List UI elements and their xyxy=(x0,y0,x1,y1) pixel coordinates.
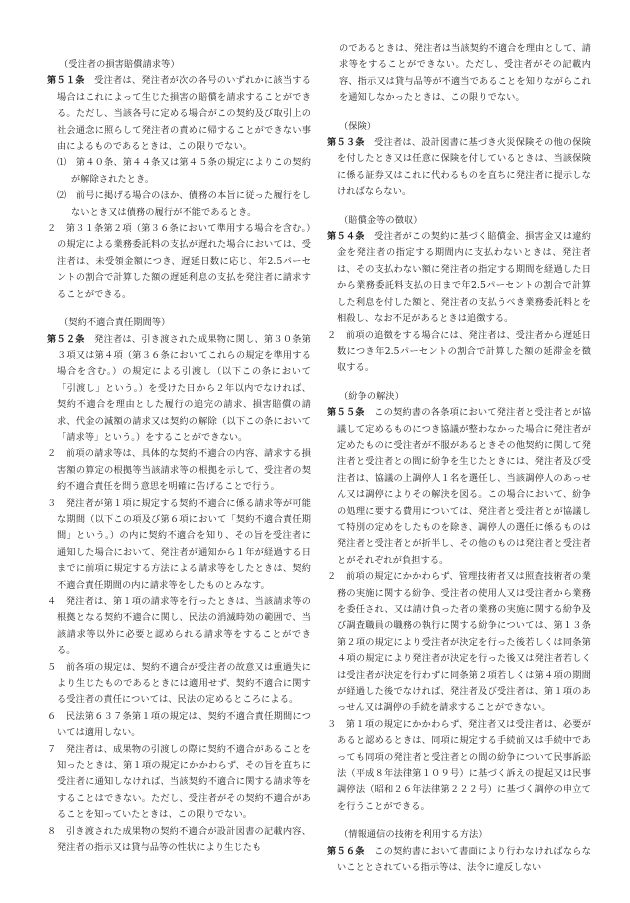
article-51-item-2: ⑵ 前号に掲げる場合のほか、債務の本旨に従った履行をしないとき又は債務の履行が不能であるとき。 xyxy=(57,190,311,218)
article-53-text: 受注者は、設計図書に基づき火災保険その他の保険を付したとき又は任意に保険を付しているときは、当該保険に係る証券又はこれに代わるものを直ちに発注者に提示しなければならない。 xyxy=(337,137,591,198)
article-56-heading: （情報通信の技術を利用する方法） xyxy=(339,829,488,841)
article-55-number: 第５５条 xyxy=(327,407,365,419)
article-54-number: 第５４条 xyxy=(327,231,365,243)
right-column xyxy=(327,41,591,877)
article-56-text: この契約書において書面により行わなければならないこととされている指示等は、法令に違反しない xyxy=(337,845,591,874)
article-51-text: 受注者は、発注者が次の各号のいずれかに該当する場合はこれによって生じた損害の賠償を請求することができる。ただし、当該各号に定める場合がこの契約及び取引上の社会通念に照らして発注者の責めに帰することができない事由によるものであるときは、この限りでない。 xyxy=(57,75,311,153)
article-55-paragraph-2: ２ 前項の規定にかかわらず、管理技術者又は照査技術者の業務の実施に関する紛争、受注者の使用人又は受注者から業務を委任され、又は請け負った者の業務の実施に関する紛争及び調査職員の職務の執行に関する紛争については、第１３条第２項の規定により受注者が決定を行った後若しくは同条第４項の規定により発注者が決定を行った後又は発注者若しくは受注者が決定を行わずに同条第２項若しくは第４項の期間が経過した後でなければ、発注者及び受注者は、第１項のあっせん又は調停の手続を請求することができない。 xyxy=(327,571,591,714)
article-51 xyxy=(47,73,311,155)
article-52-paragraph-2: ２ 前項の請求等は、具体的な契約不適合の内容、請求する損害額の算定の根拠等当該請求等の根拠を示して、受注者の契約不適合責任を問う意思を明確に告げることで行う。 xyxy=(47,448,311,493)
article-54-heading: （賠償金等の徴収） xyxy=(339,214,423,226)
article-55-heading: （紛争の解決） xyxy=(339,390,405,402)
article-54 xyxy=(327,229,591,327)
article-52-text: 発注者は、引き渡された成果物に関し、第３０条第３項又は第４項（第３６条においてこれらの規定を準用する場合を含む。）の規定による引渡し（以下この条において「引渡し」という。）を受けた日から２年以内でなければ、契約不適合を理由とした履行の追完の請求、損害賠償の請求、代金の減額の請求又は契約の解除（以下この条において「請求等」という。）をすることができない。 xyxy=(57,333,311,443)
article-53-number: 第５３条 xyxy=(327,137,365,149)
article-55 xyxy=(327,405,591,569)
article-56-number: 第５６条 xyxy=(327,845,365,857)
article-56 xyxy=(327,844,591,877)
article-54-text: 受注者がこの契約に基づく賠償金、損害金又は違約金を発注者の指定する期間内に支払わないときは、発注者は、その支払わない額に発注者の指定する期間を経過した日から業務委託料支払の日まで年2.5パーセントの割合で計算した利息を付した額と、発注者の支払うべき業務委託料とを相殺し、なお不足があるときは追徴する。 xyxy=(337,231,591,325)
article-53-heading: （保険） xyxy=(339,120,377,132)
article-54-paragraph-2: ２ 前項の追徴をする場合には、発注者は、受注者から遅延日数につき年2.5パーセントの割合で計算した額の延滞金を徴収する。 xyxy=(327,329,591,374)
article-51-item-1: ⑴ 第４０条、第４４条又は第４５条の規定によりこの契約が解除されたとき。 xyxy=(57,157,311,185)
article-52-paragraph-8-continued: のであるときは、発注者は当該契約不適合を理由として、請求等をすることができない。ただし、受注者がその記載内容、指示又は貸与品等が不適当であることを知りながらこれを通知しなかったときは、この限りでない。 xyxy=(339,43,591,104)
article-51-number: 第５１条 xyxy=(47,75,85,87)
article-55-paragraph-3: ３ 第１項の規定にかかわらず、発注者又は受注者は、必要があると認めるときは、同項に規定する手続前又は手続中であっても同項の発注者と受注者との間の紛争について民事訴訟法（平成８年法律第１０９号）に基づく訴えの提起又は民事調停法（昭和２６年法律第２２２号）に基づく調停の申立てを行うことができる。 xyxy=(327,718,591,812)
article-52-paragraph-5: ５ 前各項の規定は、契約不適合が受注者の故意又は重過失により生じたものであるときには適用せず、契約不適合に関する受注者の責任については、民法の定めるところによる。 xyxy=(47,661,311,706)
left-column xyxy=(47,57,311,857)
article-52-paragraph-3: ３ 発注者が第１項に規定する契約不適合に係る請求等が可能な期間（以下この項及び第６項において「契約不適合責任期間」という。）の内に契約不適合を知り、その旨を受注者に通知した場合において、発注者が通知から１年が経過する日までに前項に規定する方法による請求等をしたときは、契約不適合責任期間の内に請求等をしたものとみなす。 xyxy=(47,497,311,591)
article-52 xyxy=(47,332,311,447)
article-55-text: この契約書の各条項において発注者と受注者とが協議して定めるものにつき協議が整わなかった場合に発注者が定めたものに受注者が不服があるときその他契約に関して発注者と受注者との間に紛争を生じたときには、発注者及び受注者は、協議の上調停人１名を選任し、当該調停人のあっせん又は調停によりその解決を図る。この場合において、紛争の処理に要する費用については、発注者と受注者とが協議して特別の定めをしたものを除き、調停人の選任に係るものは発注者と受注者とが折半し、その他のものは発注者と受注者とがそれぞれが負担する。 xyxy=(337,407,591,566)
article-53 xyxy=(327,135,591,201)
article-52-heading: （契約不適合責任期間等） xyxy=(59,317,171,329)
article-52-paragraph-8: ８ 引き渡された成果物の契約不適合が設計図書の記載内容、発注者の指示又は貸与品等の性状により生じたも xyxy=(47,825,311,854)
article-52-paragraph-4: ４ 発注者は、第１項の請求等を行ったときは、当該請求等の根拠となる契約不適合に関し、民法の消滅時効の範囲で、当該請求等以外に必要と認められる請求等をすることができる。 xyxy=(47,596,311,657)
article-52-number: 第５２条 xyxy=(47,333,85,345)
article-52-paragraph-6: ６ 民法第６３７条第１項の規定は、契約不適合責任期間については適用しない。 xyxy=(47,710,311,739)
article-52-paragraph-7: ７ 発注者は、成果物の引渡しの際に契約不適合があることを知ったときは、第１項の規定にかかわらず、その旨を直ちに受注者に通知しなければ、当該契約不適合に関する請求等をすることはできない。ただし、受注者がその契約不適合があることを知っていたときは、この限りでない。 xyxy=(47,743,311,821)
article-51-paragraph-2: ２ 第３１条第２項（第３６条において準用する場合を含む。）の規定による業務委託料の支払が遅れた場合においては、受注者は、未受領金額につき、遅延日数に応じ、年2.5パーセントの割合で計算した額の遅延利息の支払を発注者に請求することができる。 xyxy=(47,223,311,300)
article-51-heading: （受注者の損害賠償請求等） xyxy=(59,59,180,70)
